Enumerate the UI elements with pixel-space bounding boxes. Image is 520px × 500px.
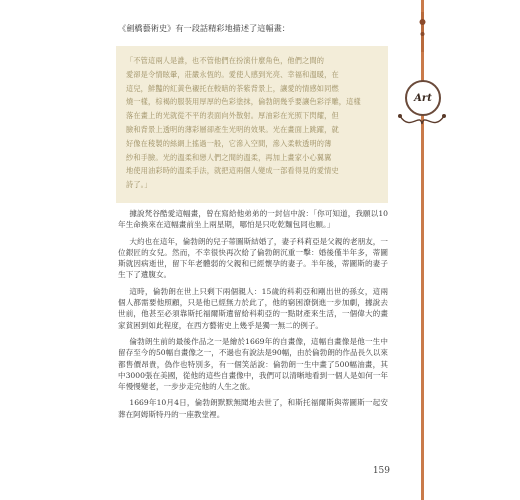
intro-text: 《劍橋藝術史》有一段話精彩地描述了這幅畫： — [118, 23, 290, 33]
quote-line: 地使用油彩時的溫柔手法，就把這兩個人變成一部看得見的愛情史 — [126, 166, 339, 176]
decorative-rail — [421, 0, 424, 500]
body-text — [118, 208, 388, 425]
paragraph: 大約也在這年，倫勃朗的兒子蒂圖斯結婚了，妻子科莉亞是父親的老朋友，一位銀匠的女兒。然而，不幸很快再次給了倫勃朗沉重一擊：婚後僅半年多，蒂圖斯就因病逝世，留下年老體弱的父親和已經懷孕的妻子。半年後，蒂圖斯的妻子生下了遺腹女。 — [118, 236, 388, 280]
quote-line: 「不管這兩人是誰，也不管他們在扮演什麼角色，他們之間的 — [126, 56, 325, 65]
swirl-ornament-icon — [396, 110, 448, 140]
quote-line: 紗和手臉。光的溫柔和戀人們之間的溫柔，再加上畫家小心翼翼 — [126, 152, 332, 162]
quote-box — [116, 46, 388, 203]
paragraph: 倫勃朗生前的最後作品之一是繪於1669年的自畫像，這幅自畫像是他一生中留存至今的50幅自畫像之一，不過也有說法是90幅，由於倫勃朗的作品長久以來都售價昂貴，偽作也特別多，有一個笑話說：倫勃朗一生中畫了500幅油畫，其中3000張在美國，從他的這些自畫像中，我們可以清晰地看到一個人是如何一年年慢慢變老，一步步走完他的人生之旅。 — [118, 336, 388, 392]
quote-line: 落在畫上的光就從不平的表面向外散射。厚油彩在光照下閃耀，但 — [126, 111, 339, 121]
paragraph: 1669年10月4日，倫勃朗默默無聞地去世了，和斯托福爾斯與蒂圖斯一起安葬在阿姆斯特丹的一座教堂裡。 — [118, 398, 388, 419]
quote-line: 臉和背景上透明的薄彩層卻產生光明的效果。光在畫面上跳躍，就 — [126, 124, 339, 134]
quote-line: 好像在稜製的絲網上搖過一般，它滲入空間，滲入柔軟透明的薄 — [126, 138, 332, 148]
quote-line: 詩了。」 — [126, 180, 152, 190]
page-number: 159 — [372, 466, 390, 476]
quote-line: 這兒，鮮豔的紅黃色襯托在較暗的茶紫背景上，讓愛的情感如同燃 — [126, 83, 339, 93]
paragraph: 據說梵谷酷愛這幅畫，曾在寫給他弟弟的一封信中說：「你可知道，我願以10年生命換來在這幅畫前坐上兩星期，哪怕是只吃乾麵包同也願。」 — [118, 209, 388, 230]
ornament-icon — [416, 12, 429, 52]
quote-line: 愛卻是令情眩暈，莊嚴永恆的。愛使人感到光亮、幸福和溫暖，在 — [126, 69, 339, 79]
paragraph: 這時，倫勃朗在世上只剩下兩個親人：15歲的科莉亞和剛出世的孫女，這兩個人都需要他照顧，只是他已經無力於此了，他的窮困潦倒進一步加劇，據說去世前，他甚至必須靠斯托福爾斯遺留給科莉亞的一點財產來生活，一個偉大的畫家貧困到如此程度，在西方藝術史上幾乎是獨一無二的例子。 — [118, 286, 388, 330]
art-badge-label: Art — [414, 92, 432, 104]
quote-line: 燒一樣，棕褐的服裝用厚厚的色彩塗抹，倫勃朗幾乎要讓色彩浮雕，這樣 — [126, 97, 361, 107]
